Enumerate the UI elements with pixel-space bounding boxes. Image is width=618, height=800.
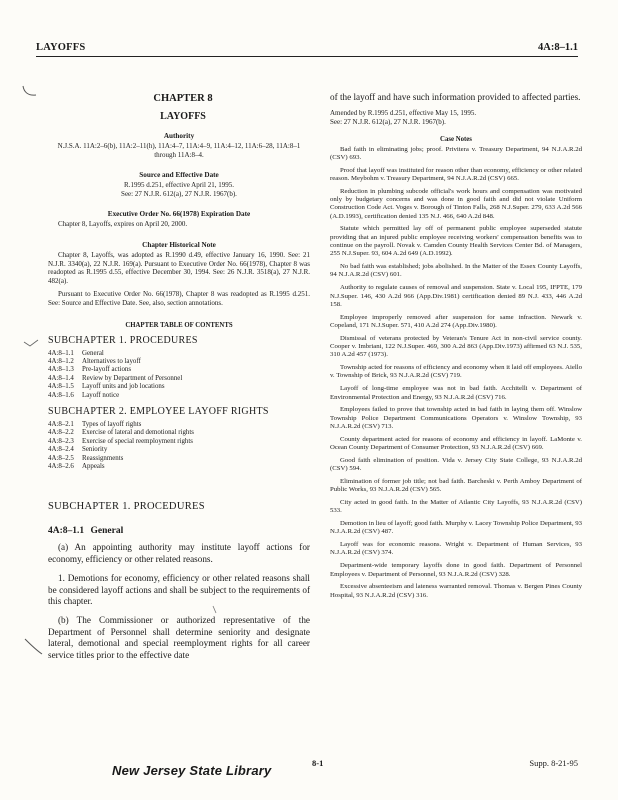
authority-text: N.J.S.A. 11A:2–6(b), 11A:2–11(h), 11A:4–7, 11A:4–9, 11A:4–12, 11A:6–28, 11A:8–1 through 11A:8–4. — [57, 142, 301, 159]
authority-heading: Authority — [163, 132, 195, 140]
toc-item: 4A:8–2.2 Exercise of lateral and demotional rights — [48, 429, 194, 437]
case-note: Bad faith in eliminating jobs; proof. Privitera v. Treasury Department, 94 N.J.A.R.2d (CSV) 693. — [330, 145, 582, 161]
source-see: See: 27 N.J.R. 612(a), 27 N.J.R. 1967(b). — [121, 189, 237, 198]
case-note: Department-wide temporary layoffs done in good faith. Department of Personnel Employees v. Department of Personnel, 93 N.J.A.R.2d (CSV) 328. — [330, 562, 582, 578]
case-notes-heading: Case Notes — [440, 135, 472, 143]
paragraph-continued: of the layoff and have such information provided to affected parties. — [330, 92, 581, 102]
case-note: Good faith elimination of position. Vida v. Jersey City State College, 93 N.J.A.R.2d (CSV) 594. — [330, 456, 582, 473]
toc-item: 4A:8–1.2 Alternatives to layoff — [48, 357, 141, 365]
case-note: Layoff was for economic reasons. Wright v. Department of Human Services, 93 N.J.A.R.2d (CSV) 374. — [330, 541, 582, 557]
toc-item: 4A:8–2.6 Appeals — [48, 463, 105, 470]
header-section: 4A:8–1.1 — [538, 42, 578, 53]
toc-item: 4A:8–1.4 Review by Department of Personnel — [48, 374, 183, 382]
toc-item: 4A:8–2.4 Seniority — [48, 446, 108, 454]
left-column — [48, 92, 310, 669]
case-note: Township acted for reasons of efficiency and economy when it laid off employees. Aiello v. Township of Brick, 93 N.J.A.R.2d (CSV) 719. — [330, 364, 582, 380]
case-note: No bad faith was established; jobs abolished. In the Matter of the Essex County Layoffs, 94 N.J.A.R.2d (CSV) 601. — [330, 263, 582, 279]
chapter-title: LAYOFFS — [160, 111, 206, 122]
case-note: Employees failed to prove that township acted in bad faith in laying them off. Winslow Township Police Department Communications Operators v. Winslow Township, 93 N.J.A.R.2d (CSV) 713. — [330, 406, 582, 430]
case-note: Demotion in lieu of layoff; good faith. Murphy v. Lacey Township Police Department, 93 N.J.A.R.2d (CSV) 487. — [330, 520, 582, 536]
history-paragraph-2: Pursuant to Executive Order No. 66(1978), Chapter 8 was readopted as R.1995 d.251. See: Source and Effective Date. See, also, section annotations. — [48, 290, 310, 307]
history-paragraph-1: Chapter 8, Layoffs, was adopted as R.1990 d.49, effective January 16, 1990. See: 21 N.J.R. 3340(a), 22 N.J.R. 169(a). Pursuant to Executive Order No. 66(1978), Chapter 8 was readopted as R.1995 d.55, effective December 30, 1994. See: 26 N.J.R. 3518(a), 27 N.J.R. 482(a). — [48, 250, 310, 285]
case-note: County department acted for reasons of economy and efficiency in layoff. LaMonte v. Ocean County Department of Consumer Protection, 93 N.J.A.R.2d (CSV) 669. — [330, 435, 582, 451]
eo-text: Chapter 8, Layoffs, expires on April 20, 2000. — [58, 220, 188, 229]
paragraph-a1: 1. Demotions for economy, efficiency or other related reasons shall be considered layoff actions and shall be subject to the requirements of this chapter. — [48, 573, 310, 607]
eo-heading: Executive Order No. 66(1978) Expiration Date — [107, 210, 251, 219]
case-note: City acted in good faith. In the Matter of Atlantic City Layoffs, 93 N.J.A.R.2d (CSV) 533. — [330, 498, 582, 515]
margin-scribble-icon — [20, 82, 46, 102]
toc-item: 4A:8–1.5 Layoff units and job locations — [48, 383, 165, 391]
section-title: General — [90, 526, 124, 537]
source-heading: Source and Effective Date — [139, 171, 219, 180]
toc-item: 4A:8–2.3 Exercise of special reemployment rights — [48, 437, 193, 445]
toc-subchapter-2: SUBCHAPTER 2. EMPLOYEE LAYOFF RIGHTS — [48, 405, 269, 417]
toc-subchapter-1: SUBCHAPTER 1. PROCEDURES — [48, 334, 198, 346]
case-note: Excessive absenteeism and lateness warranted removal. Thomas v. Bergen Pines County Hospital, 93 N.J.A.R.2d (CSV) 316. — [330, 583, 582, 599]
case-note: Dismissal of veterans protected by Veteran's Tenure Act in non-civil service county. Cooper v. Imbriani, 122 N.J.Super. 469, 300 A.2d 863 (App.Div.1973) affirmed 63 N.J. 535, 310 A.2d 457 (1973). — [330, 334, 582, 359]
toc-item: 4A:8–2.1 Types of layoff rights — [48, 420, 142, 428]
case-note: Proof that layoff was instituted for reason other than economy, efficiency or other related reason. Meybohm v. Treasury Department, 94 N.J.A.R.2d (CSV) 665. — [330, 166, 582, 182]
toc-list-2 — [48, 421, 310, 471]
margin-check-icon — [22, 336, 42, 350]
history-heading: Chapter Historical Note — [142, 240, 216, 249]
library-stamp: New Jersey State Library — [112, 763, 272, 778]
right-column — [330, 92, 582, 604]
header-title: LAYOFFS — [36, 42, 86, 53]
margin-scribble-icon — [22, 636, 48, 658]
running-header — [36, 40, 578, 57]
amended-note: Amended by R.1995 d.251, effective May 15, 1995. — [330, 109, 477, 118]
section-heading — [48, 526, 310, 536]
toc-heading: CHAPTER TABLE OF CONTENTS — [125, 321, 233, 329]
page-number: 8-1 — [312, 758, 324, 768]
toc-list-1 — [48, 350, 310, 400]
toc-item: 4A:8–1.1 General — [48, 349, 104, 357]
source-text: R.1995 d.251, effective April 21, 1995. — [124, 181, 234, 190]
case-note: Elimination of former job title; not bad faith. Barcheski v. Perth Amboy Department of Public Works, 93 N.J.A.R.2d (CSV) 565. — [330, 477, 582, 494]
case-note: Reduction in plumbing subcode official's work hours and compensation was motivated only by budgetary concerns and was done in good faith and did not violate Uniform Construction Code Act. Voges v. Borough of Tinton Falls, 268 N.J.Super. 279, 633 A.2d 566 (A.D.1993), certification denied 135 N.J. 466, 640 A.2d 848. — [330, 187, 582, 220]
paragraph-b: (b) The Commissioner or authorized representative of the Department of Personnel shall determine seniority and designate lateral, demotional and special reemployment rights for all career service titles prior to the effective date — [48, 615, 310, 660]
case-note: Layoff of long-time employee was not in bad faith. Acchitelli v. Department of Environmental Protection and Energy, 93 N.J.A.R.2d (CSV) 716. — [330, 385, 582, 401]
chapter-number: CHAPTER 8 — [153, 93, 213, 104]
case-note: Statute which permitted lay off of permanent public employee superseded statute providing that an injured public employee receiving workers' compensation benefits was to continue on the payroll. Novak v. Camden County Health Services Center Bd. of Managers, 255 N.J.Super. 93, 604 A.2d 649 (A.D.1992). — [330, 225, 582, 258]
subchapter-heading: SUBCHAPTER 1. PROCEDURES — [48, 501, 205, 513]
paragraph-a: (a) An appointing authority may institute layoff actions for economy, efficiency or other related reasons. — [48, 542, 310, 564]
supplement-date: Supp. 8-21-95 — [529, 758, 578, 768]
toc-item: 4A:8–2.5 Reassignments — [48, 454, 124, 462]
toc-item: 4A:8–1.3 Pre-layoff actions — [48, 366, 132, 374]
section-number: 4A:8–1.1 — [48, 526, 85, 537]
toc-item: 4A:8–1.6 Layoff notice — [48, 391, 120, 399]
amended-see: See: 27 N.J.R. 612(a), 27 N.J.R. 1967(b). — [330, 118, 446, 126]
case-note: Employee improperly removed after suspension for same infraction. Newark v. Copeland, 171 N.J.Super. 571, 410 A.2d 274 (App.Div.1980). — [330, 313, 582, 329]
case-note: Authority to regulate causes of removal and suspension. State v. Local 195, IFPTE, 179 N.J.Super. 146, 430 A.2d 966 (App.Div.1981) certification denied 89 N.J. 433, 446 A.2d 158. — [330, 284, 582, 308]
